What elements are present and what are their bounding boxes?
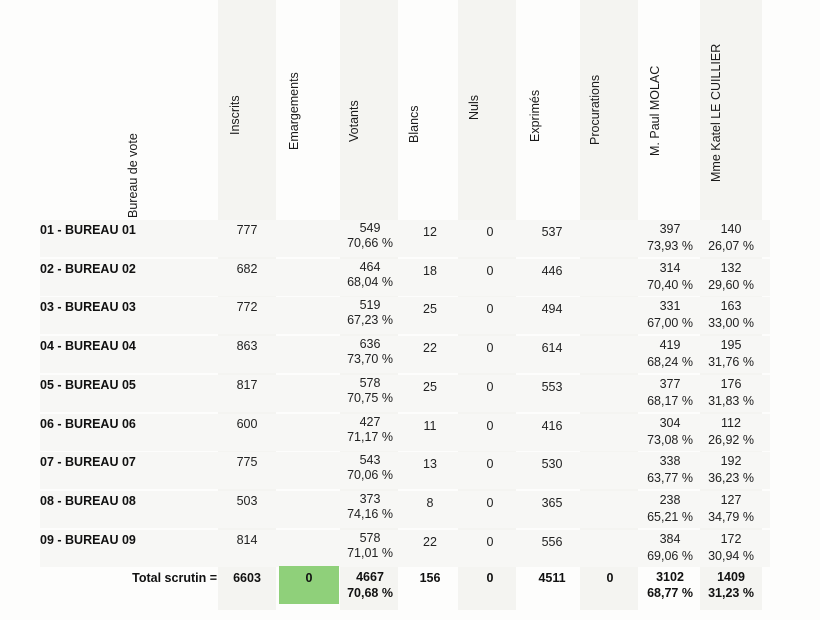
candidat-2-pct: 26,92 % [708,432,754,447]
candidat-1-votes: 314 [659,260,681,275]
votants-value: 427 [359,414,381,429]
exprimes-value: 494 [541,302,563,317]
table-row [0,220,820,258]
candidat-1-pct: 73,93 % [647,239,693,253]
total-row [0,566,820,604]
votants-value: 578 [359,375,381,390]
bureau-label: 02 - BUREAU 02 [40,261,136,276]
total-exprimes: 4511 [538,571,566,585]
inscrits-value: 814 [236,532,258,547]
nuls-value: 0 [486,302,494,317]
candidat-2-pct: 26,07 % [708,239,754,253]
candidat-2-votes: 192 [720,454,742,469]
exprimes-value: 446 [541,263,563,278]
header-bureau: Bureau de vote [126,133,140,218]
candidat-2-votes: 127 [720,492,742,507]
votants-pct: 71,17 % [347,429,393,444]
candidat-2-votes: 163 [720,299,742,314]
candidat-1-votes: 304 [659,415,681,430]
candidat-2-pct: 33,00 % [708,316,754,331]
total-procurations: 0 [606,571,614,585]
exprimes-value: 537 [541,225,563,239]
candidat-2-pct: 34,79 % [708,509,754,524]
candidat-1-pct: 73,08 % [647,432,693,447]
candidat-2-votes: 172 [720,531,742,546]
total-candidat-2-pct: 31,23 % [708,586,754,600]
table-row [0,375,820,413]
header-candidat-1: M. Paul MOLAC [648,65,662,156]
table-row [0,414,820,452]
candidat-1-pct: 67,00 % [647,316,693,331]
inscrits-value: 600 [236,416,258,431]
header-candidat-2: Mme Katel LE CUILLIER [709,43,723,182]
inscrits-value: 817 [236,377,258,392]
candidat-1-votes: 419 [659,338,681,353]
nuls-value: 0 [486,225,494,239]
bureau-label: 07 - BUREAU 07 [40,455,136,470]
bureau-label: 09 - BUREAU 09 [40,532,136,547]
candidat-2-pct: 31,83 % [708,393,754,408]
exprimes-value: 530 [541,457,563,472]
votants-value: 519 [359,298,381,313]
candidat-2-votes: 140 [720,222,742,236]
candidat-1-votes: 397 [659,222,681,236]
table-row [0,336,820,374]
total-candidat-1: 3102 [656,570,684,584]
votants-pct: 70,66 % [347,236,393,250]
votants-value: 464 [359,259,381,274]
candidat-2-pct: 36,23 % [708,471,754,486]
nuls-value: 0 [486,379,494,394]
inscrits-value: 503 [236,493,258,508]
votants-value: 636 [359,337,381,352]
total-label: Total scrutin = [132,571,217,585]
bureau-label: 04 - BUREAU 04 [40,339,136,354]
candidat-1-pct: 68,24 % [647,355,693,370]
bureau-label: 06 - BUREAU 06 [40,416,136,431]
nuls-value: 0 [486,418,494,433]
candidat-1-pct: 68,17 % [647,393,693,408]
table-row [0,452,820,490]
candidat-1-pct: 70,40 % [647,277,693,292]
candidat-1-pct: 65,21 % [647,509,693,524]
header-nuls: Nuls [467,94,481,120]
candidat-1-votes: 338 [659,454,681,469]
votants-pct: 74,16 % [347,506,393,521]
candidat-2-votes: 112 [721,415,741,430]
bureau-label: 03 - BUREAU 03 [40,300,136,315]
header-procurations: Procurations [588,74,602,145]
total-emargements: 0 [305,571,313,585]
blancs-value: 22 [423,341,437,356]
votants-pct: 73,70 % [347,352,393,367]
nuls-value: 0 [486,263,494,278]
votants-pct: 68,04 % [347,274,393,289]
blancs-value: 25 [423,302,437,317]
nuls-value: 0 [486,457,494,472]
bureau-label: 08 - BUREAU 08 [40,493,136,508]
exprimes-value: 614 [541,341,563,356]
table-row [0,259,820,297]
candidat-1-pct: 69,06 % [647,548,693,563]
total-inscrits: 6603 [233,571,261,585]
table-row [0,297,820,335]
nuls-value: 0 [486,534,494,549]
votants-pct: 70,75 % [347,390,393,405]
exprimes-value: 556 [541,534,563,549]
candidat-1-votes: 377 [659,376,681,391]
candidat-1-votes: 384 [659,531,681,546]
total-blancs: 156 [419,571,441,585]
candidat-2-votes: 195 [720,338,742,353]
candidat-1-votes: 331 [659,299,681,314]
header-blancs: Blancs [407,105,421,143]
votants-value: 578 [359,530,381,545]
candidat-2-votes: 176 [720,376,742,391]
table-row [0,491,820,529]
bureau-label: 05 - BUREAU 05 [40,377,136,392]
blancs-value: 11 [423,418,437,433]
total-nuls: 0 [486,571,494,585]
votants-value: 549 [359,221,381,235]
header-emargements: Emargements [287,72,301,150]
blancs-value: 25 [423,379,437,394]
candidat-1-votes: 238 [659,492,681,507]
votants-pct: 70,06 % [347,468,393,483]
inscrits-value: 772 [236,300,258,315]
nuls-value: 0 [486,495,494,510]
header-exprimes: Exprimés [528,89,542,142]
total-votants-pct: 70,68 % [347,586,393,600]
table-row [0,530,820,568]
total-candidat-1-pct: 68,77 % [647,586,693,600]
blancs-value: 13 [423,457,437,472]
nuls-value: 0 [486,341,494,356]
candidat-2-pct: 31,76 % [708,355,754,370]
exprimes-value: 416 [541,418,563,433]
candidat-2-pct: 30,94 % [708,548,754,563]
inscrits-value: 777 [236,223,258,237]
candidat-1-pct: 63,77 % [647,471,693,486]
exprimes-value: 365 [541,495,563,510]
candidat-2-pct: 29,60 % [708,277,754,292]
blancs-value: 8 [426,495,434,510]
header-inscrits: Inscrits [228,95,242,135]
blancs-value: 12 [423,225,437,239]
candidat-2-votes: 132 [720,260,742,275]
inscrits-value: 775 [236,455,258,470]
votants-value: 373 [359,491,381,506]
total-candidat-2: 1409 [717,570,745,584]
blancs-value: 22 [423,534,437,549]
total-votants: 4667 [356,570,384,584]
votants-pct: 67,23 % [347,313,393,328]
inscrits-value: 682 [236,261,258,276]
inscrits-value: 863 [236,339,258,354]
exprimes-value: 553 [541,379,563,394]
votants-pct: 71,01 % [347,545,393,560]
votants-value: 543 [359,453,381,468]
blancs-value: 18 [423,263,437,278]
bureau-label: 01 - BUREAU 01 [40,223,136,237]
header-votants: Votants [347,100,361,142]
